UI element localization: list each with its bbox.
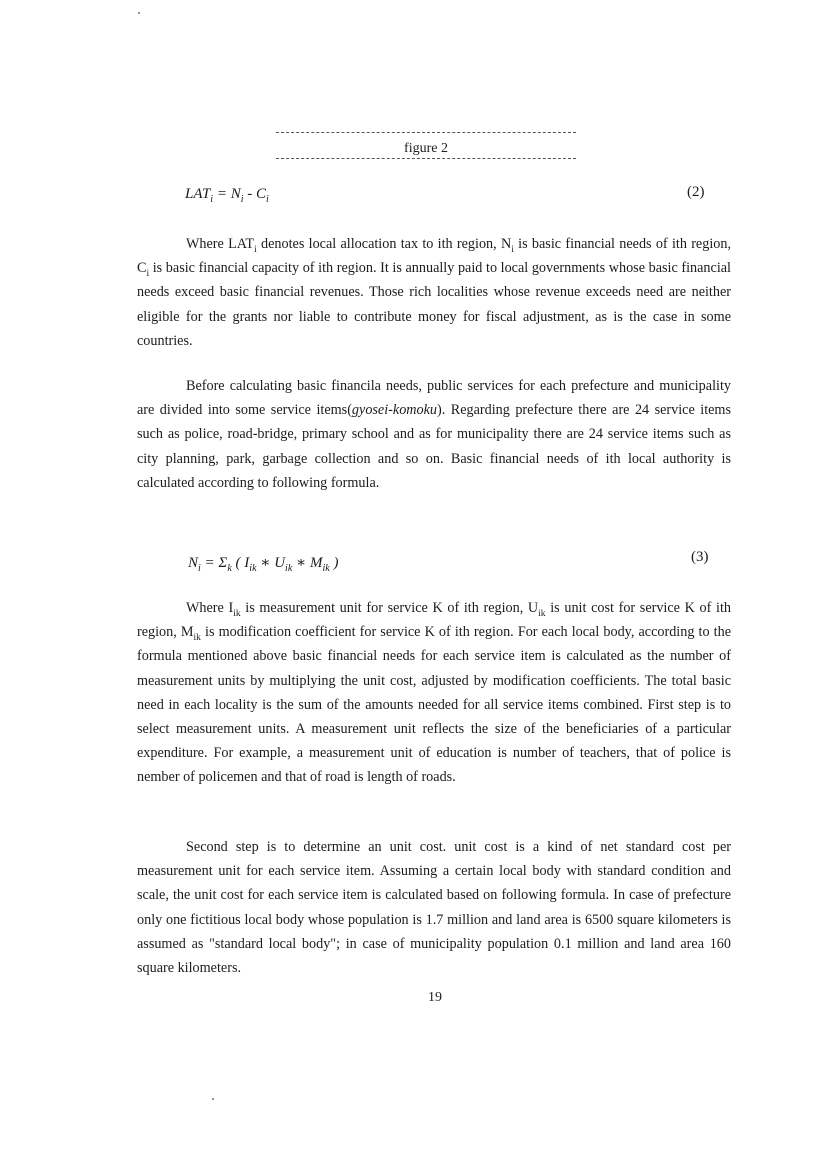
equation-3 — [188, 553, 338, 574]
equation-2-number: (2) — [687, 184, 705, 200]
equation-2 — [185, 186, 269, 205]
equation-symbol: LAT — [185, 186, 211, 202]
equation-subscript: ik — [249, 563, 257, 574]
subscript: ik — [538, 608, 546, 619]
equation-subscript: i — [198, 563, 201, 574]
paragraph-text: Where LAT — [186, 236, 255, 252]
paragraph-4 — [137, 835, 731, 980]
equation-subscript: i — [210, 194, 214, 205]
equation-symbol: ∗ M — [292, 555, 323, 571]
scan-speck — [212, 1098, 214, 1100]
paragraph-1 — [137, 232, 731, 353]
paragraph-text: Where I — [186, 600, 234, 616]
paragraph-text: is modification coefficient for service K of ith region. For each local body, according to the formula mentioned above basic financial needs for each service item is calculated as the number of measurement units by multiplying the unit cost, adjusted by modification coefficients. The total basic need in each locality is the sum of the amounts needed for all service items combined. First step is to select measurement units. A measurement unit reflects the size of the beneficiaries of a particular expenditure. For example, a measurement unit of education is number of teachers, that of police is nember of policemen and that of road is length of roads. — [137, 624, 731, 786]
equation-subscript: ik — [322, 563, 330, 574]
subscript: i — [146, 269, 150, 280]
figure-top-rule — [276, 132, 576, 133]
equation-symbol: - C — [243, 186, 266, 202]
figure-bottom-rule — [276, 158, 576, 159]
paragraph-text: is basic financial needs of ith region, C — [137, 236, 731, 277]
paragraph-text: Second step is to determine an unit cost. unit cost is a kind of net standard cost per measurement unit for each service item. Assuming a certain local body with standard condition and scale, the unit cost for each service item is calculated based on following formula. In case of prefecture only one fictitious local body whose population is 1.7 million and land area is 6500 square kilometers is assumed as "standard local body"; in case of municipality population 0.1 million and land area 160 square kilometers. — [137, 839, 731, 977]
equation-symbol: N — [188, 555, 199, 571]
paragraph-text: is basic financial capacity of ith region. It is annually paid to local governments whose basic financial needs exceed basic financial revenues. Those rich localities whose revenue exceeds need are neither eligible for the grants nor liable to contribute money for fiscal adjustment, as is the case in some countries. — [137, 260, 731, 349]
paragraph-3 — [137, 596, 731, 790]
equation-subscript: ik — [285, 563, 293, 574]
scan-speck — [138, 12, 140, 14]
paragraph-text: ). Regarding prefecture there are 24 service items such as police, road-bridge, primary school and as for municipality there are 24 service items such as city planning, park, garbage collection and so on. Basic financial needs of ith local authority is calculated according to following formula. — [137, 402, 731, 491]
italic-term: gyosei-komoku — [351, 402, 438, 419]
paragraph-2 — [137, 374, 731, 495]
paragraph-text: is measurement unit for service K of ith region, U — [240, 600, 539, 616]
paragraph-text: is unit cost for service K of ith region, M — [137, 600, 731, 641]
equation-symbol: ∗ U — [256, 555, 286, 571]
equation-symbol: = Σ — [200, 555, 228, 571]
equation-subscript: i — [240, 194, 244, 205]
subscript: ik — [193, 633, 201, 644]
paragraph-text: denotes local allocation tax to ith region, N — [256, 236, 512, 252]
equation-3-number: (3) — [691, 549, 709, 565]
paragraph-text: Before calculating basic financila needs, public services for each prefecture and municipality are divided into some service items( — [137, 378, 731, 419]
equation-symbol: ( I — [231, 555, 250, 571]
equation-subscript: i — [266, 194, 269, 205]
figure-label: figure 2 — [404, 141, 448, 156]
equation-symbol: ) — [329, 555, 339, 571]
subscript: ik — [233, 608, 241, 619]
equation-symbol: = N — [213, 186, 241, 202]
page-number: 19 — [428, 990, 442, 1005]
subscript: i — [511, 244, 514, 255]
subscript: i — [254, 244, 257, 255]
equation-subscript: k — [227, 563, 232, 574]
